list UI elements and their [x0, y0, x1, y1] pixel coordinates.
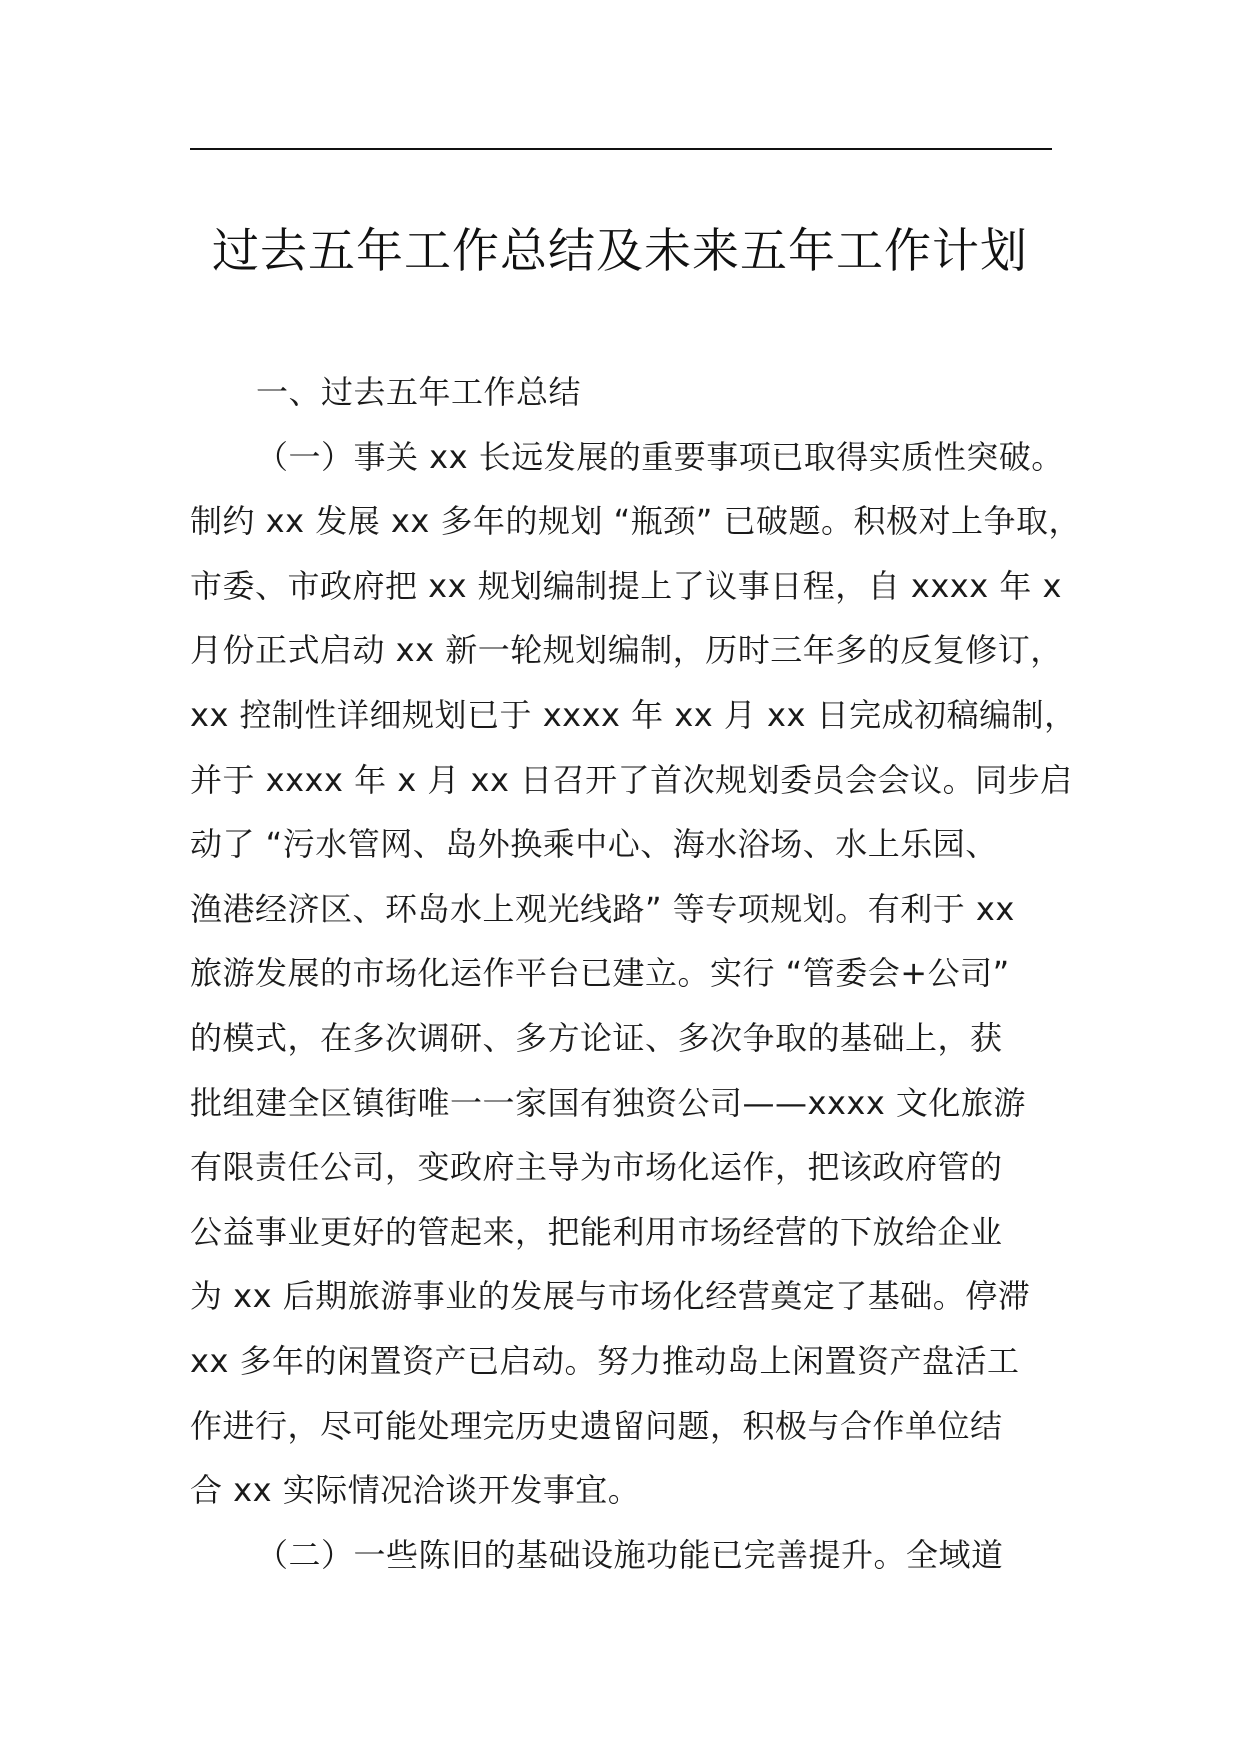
- paragraph-line: xx 控制性详细规划已于 xxxx 年 xx 月 xx 日完成初稿编制，: [190, 695, 1077, 734]
- paragraph-line: 批组建全区镇街唯一一家国有独资公司——xxxx 文化旅游: [190, 1083, 1026, 1122]
- paragraph-line: 为 xx 后期旅游事业的发展与市场化经营奠定了基础。停滞: [190, 1277, 1031, 1316]
- document-body: [190, 360, 1090, 1587]
- paragraph-line: xx 多年的闲置资产已启动。努力推动岛上闲置资产盘活工: [190, 1341, 1020, 1380]
- paragraph-line: 并于 xxxx 年 x 月 xx 日召开了首次规划委员会会议。同步启: [190, 760, 1073, 799]
- paragraph-line: （一）事关 xx 长远发展的重要事项已取得实质性突破。: [256, 437, 1064, 476]
- paragraph-line: 旅游发展的市场化运作平台已建立。实行 “管委会+公司”: [190, 954, 1010, 993]
- paragraph-line: 动了 “污水管网、岛外换乘中心、海水浴场、水上乐园、: [190, 825, 998, 864]
- paragraph-line: 的模式，在多次调研、多方论证、多次争取的基础上，获: [190, 1018, 1003, 1057]
- section-heading: 一、过去五年工作总结: [256, 373, 582, 411]
- paragraph-line: 作进行，尽可能处理完历史遗留问题，积极与合作单位结: [190, 1406, 1003, 1445]
- paragraph-line: 月份正式启动 xx 新一轮规划编制，历时三年多的反复修订，: [190, 631, 1063, 670]
- paragraph-line: 市委、市政府把 xx 规划编制提上了议事日程，自 xxxx 年 x: [190, 566, 1062, 605]
- paragraph-line: 公益事业更好的管起来，把能利用市场经营的下放给企业: [190, 1212, 1003, 1251]
- paragraph-line: 合 xx 实际情况洽谈开发事宜。: [190, 1471, 641, 1510]
- document-title: 过去五年工作总结及未来五年工作计划: [212, 224, 1028, 279]
- paragraph-line: （二）一些陈旧的基础设施功能已完善提升。全域道: [256, 1535, 1004, 1574]
- header-rule: [190, 148, 1052, 150]
- paragraph-line: 渔港经济区、环岛水上观光线路” 等专项规划。有利于 xx: [190, 889, 1015, 928]
- paragraph-line: 有限责任公司，变政府主导为市场化运作，把该政府管的: [190, 1148, 1003, 1187]
- paragraph-line: 制约 xx 发展 xx 多年的规划 “瓶颈” 已破题。积极对上争取，: [190, 502, 1081, 541]
